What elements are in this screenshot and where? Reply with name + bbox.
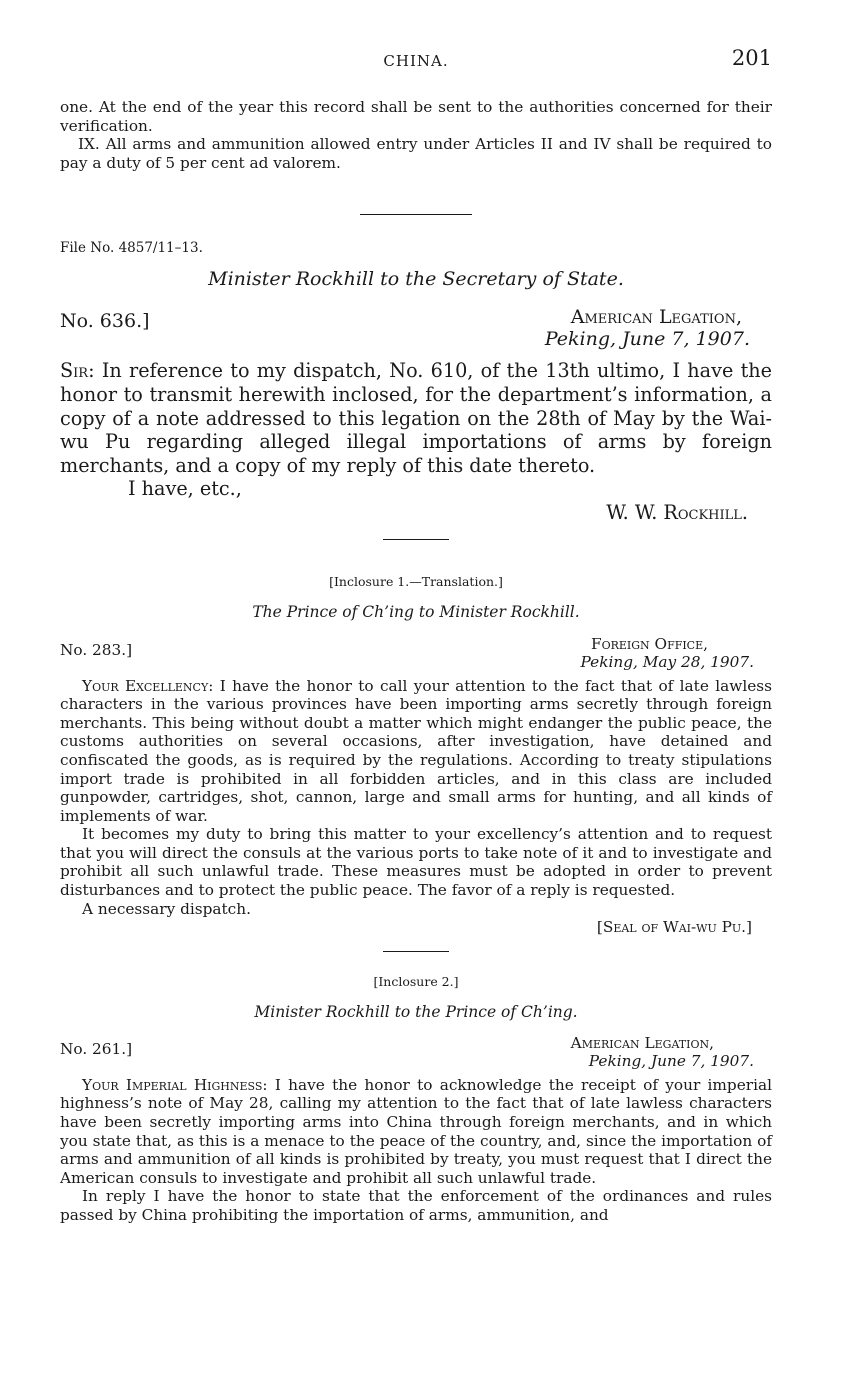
inclosure2-paragraph-1: [60, 1076, 772, 1188]
inclosure1-place: [60, 635, 772, 653]
inclosure1-seal-text: [Seal of Wai-wu Pu.]: [596, 918, 752, 937]
inclosure2-place: [60, 1034, 772, 1052]
dispatch-closing: I have, etc.,: [128, 477, 242, 501]
dispatch-date: Peking, June 7, 1907.: [544, 328, 750, 351]
inclosure2-date: Peking, June 7, 1907.: [588, 1051, 754, 1070]
continuation-paragraph-1: one. At the end of the year this record shall be sent to the authorities concerned for their verification.: [60, 98, 772, 135]
inclosure1-label: [Inclosure 1.—Translation.]: [329, 573, 503, 589]
inclosure2-title: Minister Rockhill to the Prince of Ch’ing.: [254, 1002, 578, 1021]
dispatch-body-text: In reference to my dispatch, No. 610, of the 13th ultimo, I have the honor to transmit herewith inclosed, for the department’s information, a copy of a note addressed to this legation on the 28th of May by the Wai-wu Pu regarding alleged illegal importations of arms by foreign merchants, and a copy of my reply of this date thereto.: [60, 359, 772, 477]
section-divider: [383, 539, 449, 540]
continuation-paragraph-2: IX. All arms and ammunition allowed entry under Articles II and IV shall be required to pay a duty of 5 per cent ad valorem.: [60, 135, 772, 172]
inclosure1-paragraph-1-text: I have the honor to call your attention to the fact that of late lawless characters in the various provinces have been importing arms secretly through foreign merchants. This being without doubt a matter which might endanger the public peace, the customs authorities on several occasions, after investigation, have detained and confiscated the goods, as is required by the regulations. According to treaty stipulations import trade is prohibited in all forbidden articles, and in this class are included gunpowder, cartridges, shot, cannon, large and small arms for hunting, and all kinds of implements of war.: [60, 676, 772, 825]
dispatch-place-text: American Legation,: [570, 306, 742, 329]
dispatch-title: Minister Rockhill to the Secretary of State.: [208, 268, 624, 291]
inclosure2-salutation: Your Imperial Highness:: [82, 1075, 268, 1094]
inclosure1-date: Peking, May 28, 1907.: [580, 652, 754, 671]
inclosure1-body: [60, 677, 772, 937]
inclosure2-body: [60, 1076, 772, 1225]
inclosure2-number: No. 261.]: [60, 1039, 133, 1058]
inclosure2-label: [Inclosure 2.]: [373, 973, 459, 989]
dispatch-paragraph: [60, 359, 772, 477]
dispatch-body: [60, 359, 772, 524]
inclosure1-paragraph-1: [60, 677, 772, 826]
running-title: CHINA.: [383, 52, 449, 70]
inclosure1-paragraph-3: A necessary dispatch.: [82, 899, 251, 918]
dispatch-salutation: Sir:: [60, 359, 95, 383]
inclosure2-paragraph-2: In reply I have the honor to state that the enforcement of the ordinances and rules passed by China prohibiting the importation of arms, ammunition, and: [60, 1187, 772, 1224]
dispatch-place: [60, 306, 772, 328]
dispatch-signature: [60, 501, 772, 525]
inclosure2-heading: [60, 1034, 772, 1070]
inclosure1-number: No. 283.]: [60, 640, 133, 659]
inclosure1-seal: [60, 918, 772, 937]
inclosure1-heading: [60, 635, 772, 671]
section-divider: [360, 214, 472, 215]
running-head: [60, 44, 772, 74]
inclosure1-paragraph-2: It becomes my duty to bring this matter to your excellency’s attention and to request that you will direct the consuls at the various ports to take note of it and to investigate and prohibit all such unlawful trade. These measures must be adopted in order to prevent disturbances and to protect the public peace. The favor of a reply is requested.: [60, 825, 772, 900]
file-number: File No. 4857/11–13.: [60, 240, 203, 257]
continuation-section: [60, 98, 772, 172]
inclosure2-place-text: American Legation,: [570, 1033, 714, 1052]
inclosure1-salutation: Your Excellency:: [82, 676, 214, 695]
dispatch-number: No. 636.]: [60, 310, 150, 333]
dispatch-signature-text: W. W. Rockhill.: [606, 500, 748, 524]
section-divider: [383, 951, 449, 952]
dispatch-heading: [60, 306, 772, 350]
inclosure2-paragraph-1-text: I have the honor to acknowledge the receipt of your imperial highness’s note of May 28, calling my attention to the fact that of late lawless characters have been secretly importing arms into China through foreign merchants, and in which you state that, as this is a menace to the peace of the country, and, since the importation of arms and ammunition of all kinds is prohibited by treaty, you must request that I direct the American consuls to investigate and prohibit all such unlawful trade.: [60, 1075, 772, 1187]
page-number: 201: [731, 46, 772, 70]
inclosure1-place-text: Foreign Office,: [590, 634, 708, 653]
inclosure1-title: The Prince of Ch’ing to Minister Rockhill.: [252, 602, 580, 621]
document-page: [60, 44, 772, 1225]
